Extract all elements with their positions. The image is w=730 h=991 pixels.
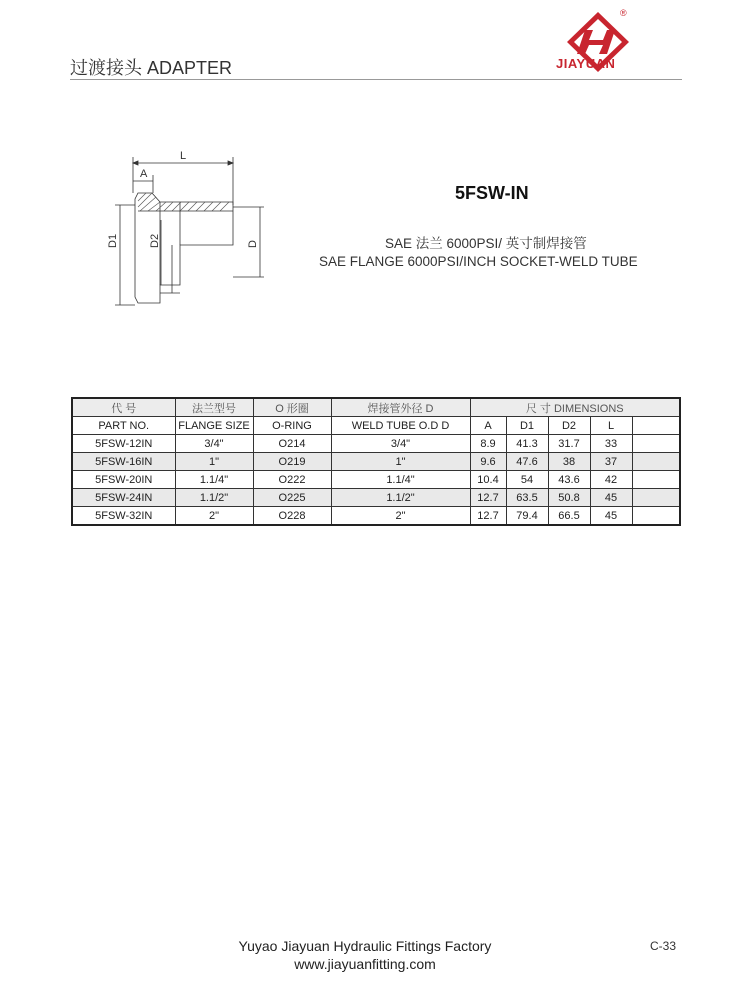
cell-d2: 50.8 — [548, 489, 590, 507]
specification-table — [71, 397, 681, 526]
cell-blank — [632, 435, 680, 453]
cell-part: 5FSW-16IN — [72, 453, 175, 471]
cell-d2: 31.7 — [548, 435, 590, 453]
table-row — [72, 453, 680, 471]
cell-a: 12.7 — [470, 507, 506, 526]
footer-website[interactable]: www.jiayuanfitting.com — [294, 956, 436, 972]
cell-weld: 1.1/2" — [331, 489, 470, 507]
cell-a: 9.6 — [470, 453, 506, 471]
dim-label-D2: D2 — [149, 233, 161, 248]
cell-flange: 1.1/2" — [175, 489, 253, 507]
header-flange: FLANGE SIZE — [175, 417, 253, 435]
header-dims-cn: 尺 寸 DIMENSIONS — [470, 398, 680, 417]
table-row — [72, 489, 680, 507]
cell-flange: 2" — [175, 507, 253, 526]
cell-d2: 43.6 — [548, 471, 590, 489]
cell-l: 37 — [590, 453, 632, 471]
cell-a: 8.9 — [470, 435, 506, 453]
cell-weld: 3/4" — [331, 435, 470, 453]
dim-label-L: L — [180, 150, 187, 162]
table-row — [72, 471, 680, 489]
header-l: L — [590, 417, 632, 435]
cell-oring: O228 — [253, 507, 331, 526]
cell-d2: 66.5 — [548, 507, 590, 526]
cell-part: 5FSW-32IN — [72, 507, 175, 526]
cell-l: 33 — [590, 435, 632, 453]
cell-oring: O214 — [253, 435, 331, 453]
header-oring-cn: O 形圈 — [253, 398, 331, 417]
product-description-cn: SAE 法兰 6000PSI/ 英寸制焊接管 — [385, 236, 587, 251]
footer-company: Yuyao Jiayuan Hydraulic Fittings Factory — [238, 938, 492, 954]
header-flange-cn: 法兰型号 — [175, 398, 253, 417]
table-header-cn — [72, 398, 680, 417]
cell-flange: 3/4" — [175, 435, 253, 453]
header-part-cn: 代 号 — [72, 398, 175, 417]
cell-d2: 38 — [548, 453, 590, 471]
cell-part: 5FSW-12IN — [72, 435, 175, 453]
cell-d1: 47.6 — [506, 453, 548, 471]
dim-label-D: D — [247, 240, 259, 248]
cell-d1: 79.4 — [506, 507, 548, 526]
table-row — [72, 435, 680, 453]
registered-mark: ® — [620, 8, 627, 18]
cell-l: 45 — [590, 507, 632, 526]
header-oring: O-RING — [253, 417, 331, 435]
header-part: PART NO. — [72, 417, 175, 435]
cell-blank — [632, 507, 680, 526]
table-row — [72, 507, 680, 526]
header-blank — [632, 417, 680, 435]
cell-a: 12.7 — [470, 489, 506, 507]
cell-oring: O219 — [253, 453, 331, 471]
header-d2: D2 — [548, 417, 590, 435]
cell-flange: 1" — [175, 453, 253, 471]
dim-label-A: A — [140, 168, 148, 180]
cell-part: 5FSW-24IN — [72, 489, 175, 507]
product-description-en: SAE FLANGE 6000PSI/INCH SOCKET-WELD TUBE — [319, 254, 638, 269]
cell-blank — [632, 453, 680, 471]
cell-part: 5FSW-20IN — [72, 471, 175, 489]
cell-weld: 1.1/4" — [331, 471, 470, 489]
page-title: 过渡接头 ADAPTER — [70, 58, 233, 78]
adapter-technical-drawing — [100, 145, 275, 315]
header-divider — [70, 79, 682, 80]
header-weld: WELD TUBE O.D D — [331, 417, 470, 435]
cell-d1: 63.5 — [506, 489, 548, 507]
brand-name: JIAYUAN — [556, 56, 616, 71]
cell-oring: O225 — [253, 489, 331, 507]
page-number: C-33 — [650, 939, 677, 953]
header-a: A — [470, 417, 506, 435]
cell-oring: O222 — [253, 471, 331, 489]
cell-blank — [632, 489, 680, 507]
cell-d1: 41.3 — [506, 435, 548, 453]
header-d1: D1 — [506, 417, 548, 435]
cell-l: 45 — [590, 489, 632, 507]
cell-flange: 1.1/4" — [175, 471, 253, 489]
cell-weld: 2" — [331, 507, 470, 526]
header-weld-cn: 焊接管外径 D — [331, 398, 470, 417]
dim-label-D1: D1 — [107, 233, 119, 248]
table-header-en — [72, 417, 680, 435]
cell-weld: 1" — [331, 453, 470, 471]
cell-d1: 54 — [506, 471, 548, 489]
cell-blank — [632, 471, 680, 489]
product-code: 5FSW-IN — [455, 183, 529, 203]
cell-a: 10.4 — [470, 471, 506, 489]
cell-l: 42 — [590, 471, 632, 489]
